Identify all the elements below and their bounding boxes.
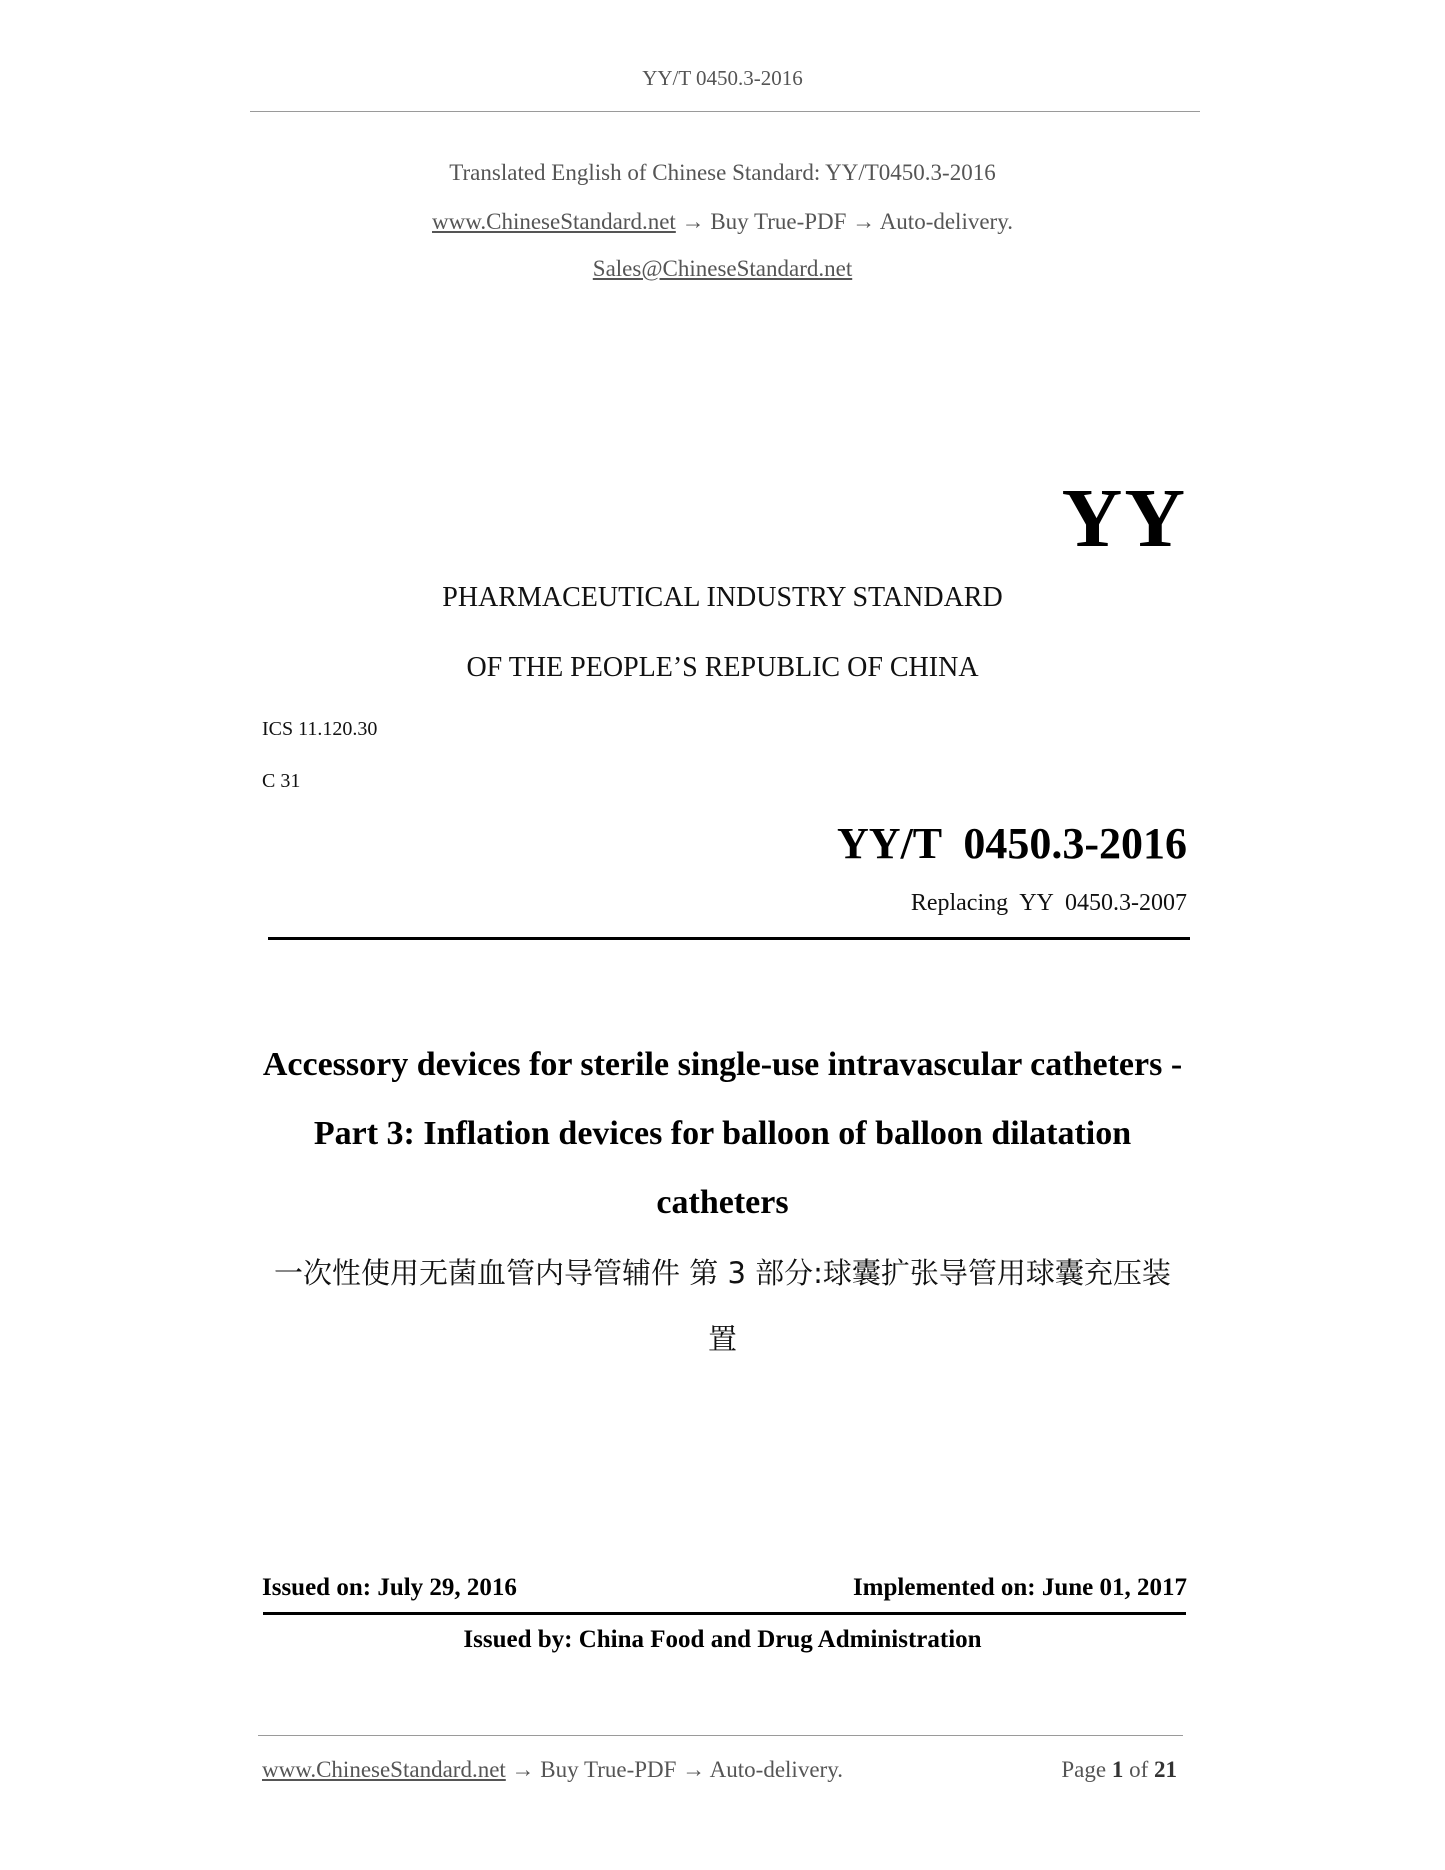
yy-standard-mark: YY	[1061, 472, 1187, 565]
page-of: of	[1129, 1757, 1149, 1782]
buy-text: Buy True-PDF	[710, 209, 847, 234]
ccs-code: C 31	[262, 770, 301, 792]
footer-buy-text: Buy True-PDF	[540, 1757, 677, 1782]
sales-email-link[interactable]: Sales@ChineseStandard.net	[592, 256, 853, 281]
english-title: Accessory devices for sterile single-use intravascular catheters - Part 3: Inflation devices for balloon of balloon dilatation catheters	[262, 1046, 1183, 1221]
dates-divider	[263, 1612, 1186, 1615]
arrow-right-icon: →	[681, 209, 705, 234]
page-label: Page	[1061, 1757, 1107, 1782]
title-divider	[268, 937, 1190, 940]
footer-buy-line	[262, 1757, 843, 1783]
issued-on-date: Issued on: July 29, 2016	[262, 1574, 517, 1601]
ics-code: ICS 11.120.30	[262, 718, 378, 740]
footer-site-link[interactable]: www.ChineseStandard.net	[262, 1757, 506, 1782]
footer-delivery-text: Auto-delivery.	[709, 1757, 843, 1782]
delivery-text: Auto-delivery.	[879, 209, 1013, 234]
chinese-title: 一次性使用无菌血管内导管辅件 第 3 部分:球囊扩张导管用球囊充压装置	[274, 1256, 1171, 1356]
translation-note: Translated English of Chinese Standard: YY/T0450.3-2016	[449, 160, 996, 185]
page-total: 21	[1154, 1757, 1177, 1782]
sales-line	[0, 256, 1445, 282]
page-current: 1	[1111, 1757, 1124, 1782]
running-header: YY/T 0450.3-2016	[642, 66, 803, 90]
page-number	[1061, 1757, 1177, 1783]
arrow-right-icon: →	[852, 209, 876, 234]
site-link[interactable]: www.ChineseStandard.net	[432, 209, 676, 234]
replacing-note: Replacing YY 0450.3-2007	[910, 890, 1187, 916]
arrow-right-icon: →	[511, 1757, 535, 1782]
standard-header-line1: PHARMACEUTICAL INDUSTRY STANDARD	[442, 582, 1003, 613]
header-divider	[250, 111, 1200, 112]
arrow-right-icon: →	[682, 1757, 706, 1782]
issued-by: Issued by: China Food and Drug Administration	[463, 1626, 982, 1653]
buy-line	[0, 209, 1445, 235]
footer-divider	[258, 1735, 1183, 1736]
document-number: YY/T 0450.3-2016	[837, 819, 1187, 868]
implemented-on-date: Implemented on: June 01, 2017	[852, 1574, 1187, 1601]
standard-header-line2: OF THE PEOPLE’S REPUBLIC OF CHINA	[466, 652, 979, 683]
